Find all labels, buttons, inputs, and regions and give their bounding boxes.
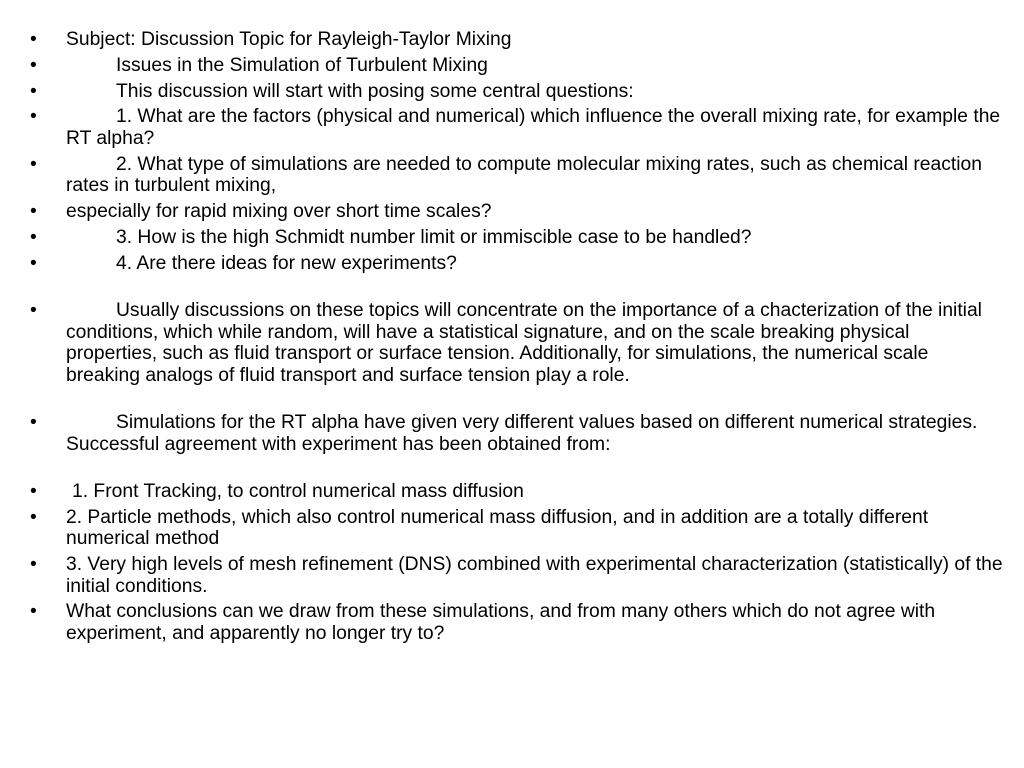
bullet-text: 3. How is the high Schmidt number limit or immiscible case to be handled?: [116, 226, 752, 248]
bullet-dot-icon: •: [30, 506, 37, 528]
bullet-list: [30, 29, 1005, 649]
bullet-dot-icon: •: [30, 300, 37, 322]
bullet-text: Simulations for the RT alpha have given very different values based on different numerical strategies. Successful agreement with experiment has been obtained from:: [66, 412, 978, 455]
bullet-item-question-1: [30, 106, 1005, 149]
bullet-item-front-tracking: [30, 481, 1005, 503]
bullet-text: 1. Front Tracking, to control numerical mass diffusion: [72, 481, 524, 503]
bullet-text: especially for rapid mixing over short time scales?: [66, 200, 492, 222]
bullet-item-particle-methods: [30, 507, 1005, 550]
bullet-text: This discussion will start with posing some central questions:: [116, 80, 634, 102]
bullet-item-question-2-cont: [30, 201, 1005, 223]
bullet-dot-icon: •: [30, 412, 37, 434]
bullet-dot-icon: •: [30, 29, 37, 50]
bullet-dot-icon: •: [30, 54, 37, 76]
bullet-dot-icon: •: [30, 80, 37, 102]
bullet-item-simulations: [30, 412, 1005, 455]
bullet-dot-icon: •: [30, 106, 37, 128]
bullet-dot-icon: •: [30, 554, 37, 576]
bullet-dot-icon: •: [30, 481, 37, 503]
bullet-text: 2. What type of simulations are needed to compute molecular mixing rates, such as chemical reaction rates in turbulent mixing,: [66, 153, 982, 197]
bullet-dot-icon: •: [30, 200, 37, 222]
bullet-item-question-2: [30, 154, 1005, 197]
bullet-dot-icon: •: [30, 226, 37, 248]
bullet-dot-icon: •: [30, 601, 37, 623]
bullet-text: Subject: Discussion Topic for Rayleigh-Taylor Mixing: [66, 29, 512, 50]
bullet-dot-icon: •: [30, 153, 37, 175]
bullet-text: What conclusions can we draw from these simulations, and from many others which do not agree with experiment, and apparently no longer try to?: [66, 601, 936, 644]
bullet-item-mesh-refinement: [30, 554, 1005, 597]
bullet-item-question-4: [30, 253, 1005, 275]
bullet-text: 3. Very high levels of mesh refinement (DNS) combined with experimental characterization (statistically) of the initial conditions.: [66, 554, 1003, 597]
bullet-item-subject: [30, 29, 1005, 51]
bullet-text: 2. Particle methods, which also control numerical mass diffusion, and in addition are a totally different numerical method: [66, 506, 929, 550]
bullet-text: 1. What are the factors (physical and numerical) which influence the overall mixing rate, for example the RT alpha?: [66, 106, 1001, 149]
bullet-item-intro: [30, 81, 1005, 103]
bullet-text: 4. Are there ideas for new experiments?: [116, 252, 457, 274]
bullet-text: Issues in the Simulation of Turbulent Mixing: [116, 54, 488, 76]
bullet-dot-icon: •: [30, 252, 37, 274]
bullet-item-question-3: [30, 227, 1005, 249]
bullet-item-issues: [30, 55, 1005, 77]
bullet-item-discussion: [30, 300, 1005, 386]
bullet-text: Usually discussions on these topics will concentrate on the importance of a chacterization of the initial conditions, which while random, will have a statistical signature, and on the scale breaking physical properties, such as fluid transport or surface tension. Additionally, for simulations, the numerical scale breaking analogs of fluid transport and surface tension play a role.: [66, 300, 982, 386]
bullet-item-conclusions: [30, 601, 1005, 644]
